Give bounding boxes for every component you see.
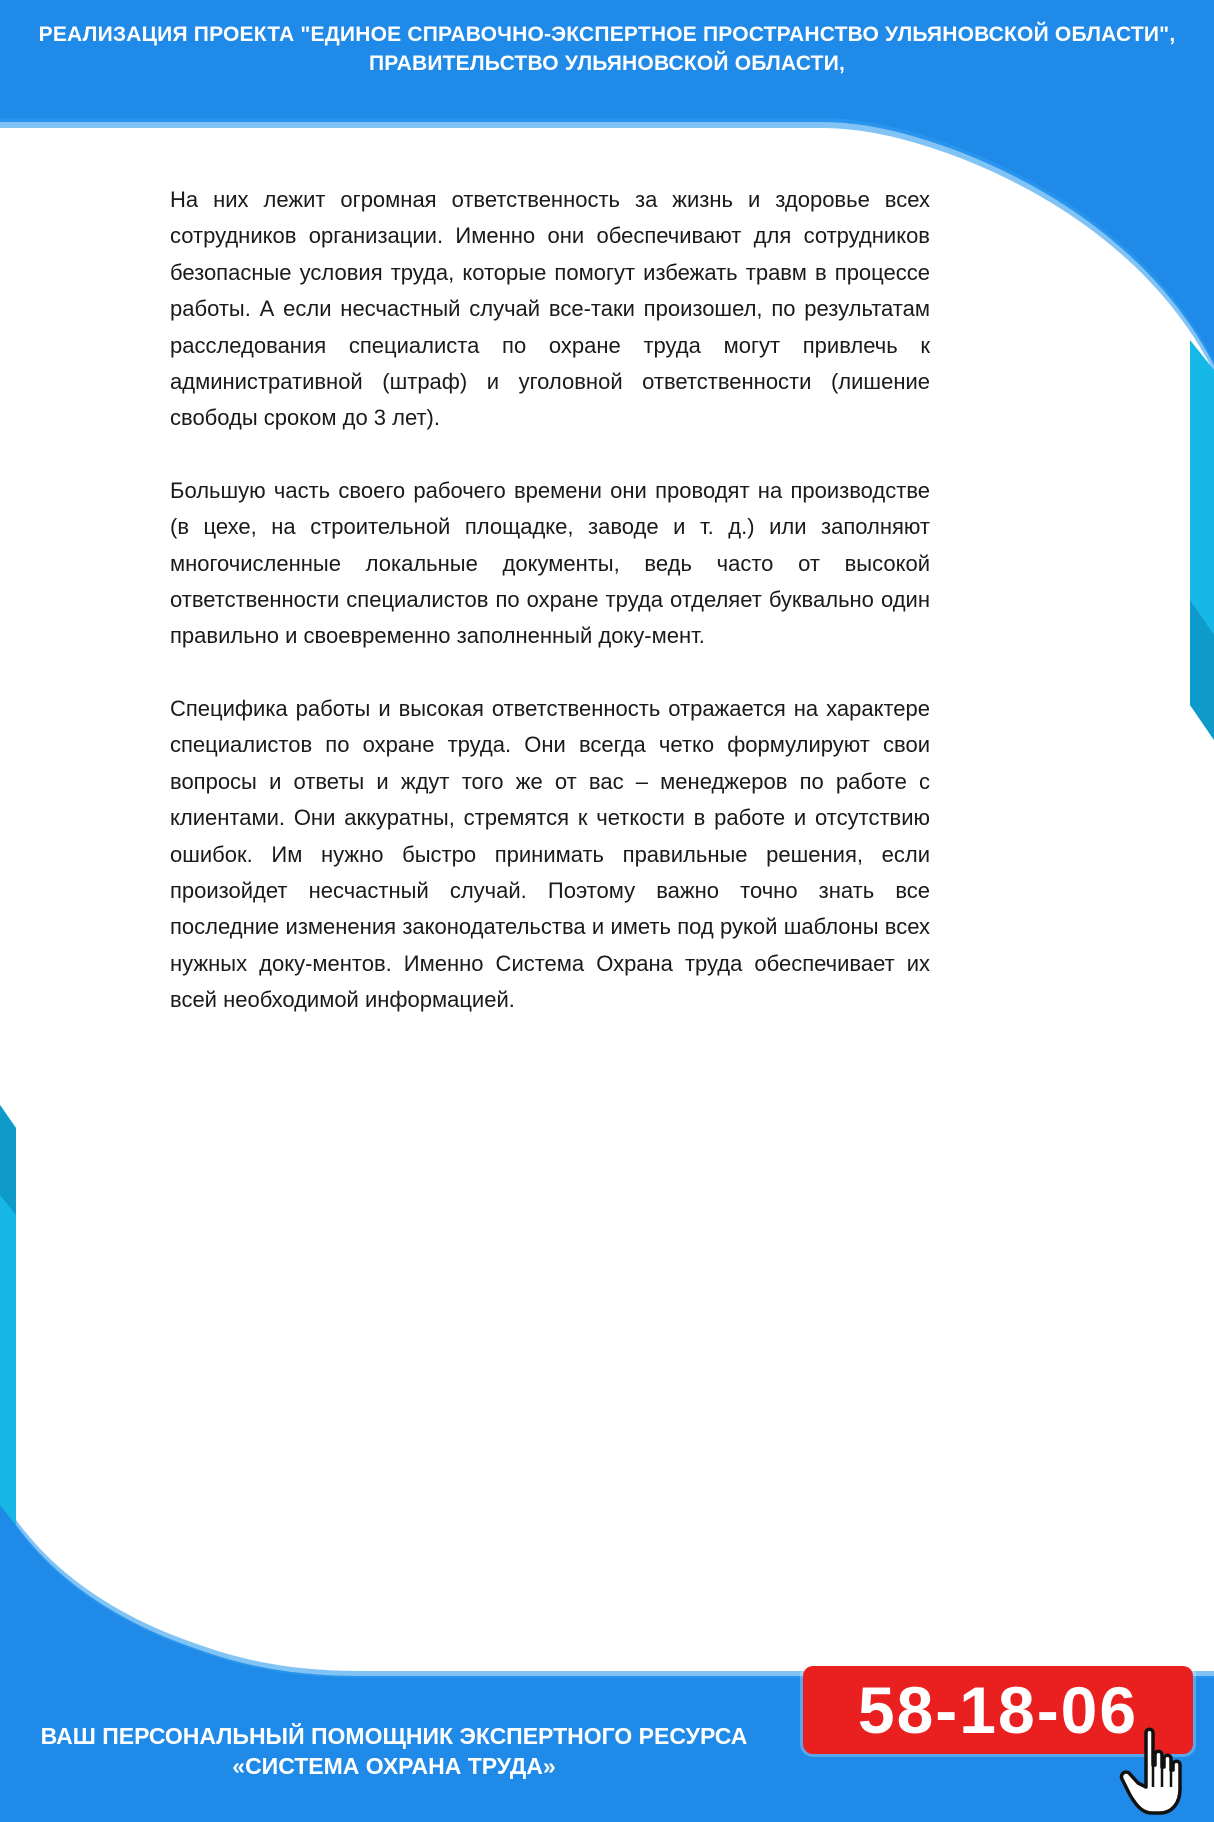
phone-number-button[interactable]: 58-18-06 [803, 1666, 1193, 1754]
header-title-line-2: ПРАВИТЕЛЬСТВО УЛЬЯНОВСКОЙ ОБЛАСТИ, [368, 52, 846, 75]
paragraph-3: Специфика работы и высокая ответственность отражается на характере специалистов по охране труда. Они всегда четко формулируют свои вопросы и ответы и ждут того же от вас – менеджеров по работе с клиентами. Они аккуратны, стремятся к четкости в работе и отсутствию ошибок. Им нужно быстро принимать правильные решения, если произойдет несчастный случай. Поэтому важно точно знать все последние изменения законодательства и иметь под рукой шаблоны всех нужных доку-ментов. Именно Система Охрана труда обеспечивает их всей необходимой информацией. [170, 695, 930, 1013]
footer-slogan-line-1: ВАШ ПЕРСОНАЛЬНЫЙ ПОМОЩНИК ЭКСПЕРТНОГО РЕСУРСА [40, 1723, 748, 1749]
footer-slogan [14, 1721, 774, 1781]
header-title-line-1: РЕАЛИЗАЦИЯ ПРОЕКТА "ЕДИНОЕ СПРАВОЧНО-ЭКСПЕРТНОЕ ПРОСТРАНСТВО УЛЬЯНОВСКОЙ ОБЛАСТИ", [38, 23, 1176, 46]
footer-slogan-line-2: «СИСТЕМА ОХРАНА ТРУДА» [232, 1753, 556, 1779]
hand-pointer-icon [1118, 1725, 1198, 1817]
header-title [0, 20, 1214, 78]
paragraph-2: Большую часть своего рабочего времени они проводят на производстве (в цехе, на строительной площадке, заводе и т. д.) или заполняют многочисленные локальные документы, ведь часто от высокой ответственности специалистов по охране труда отделяет буквально один правильно и своевременно заполненный доку-мент. [170, 477, 930, 649]
article-body [170, 182, 930, 1055]
paragraph-1: На них лежит огромная ответственность за жизнь и здоровье всех сотрудников организации. Именно они обеспечивают для сотрудников безопасные условия труда, которые помогут избежать травм в процессе работы. А если несчастный случай все-таки произошел, по результатам расследования специалиста по охране труда могут привлечь к административной (штраф) и уголовной ответственности (лишение свободы сроком до 3 лет). [170, 187, 930, 431]
